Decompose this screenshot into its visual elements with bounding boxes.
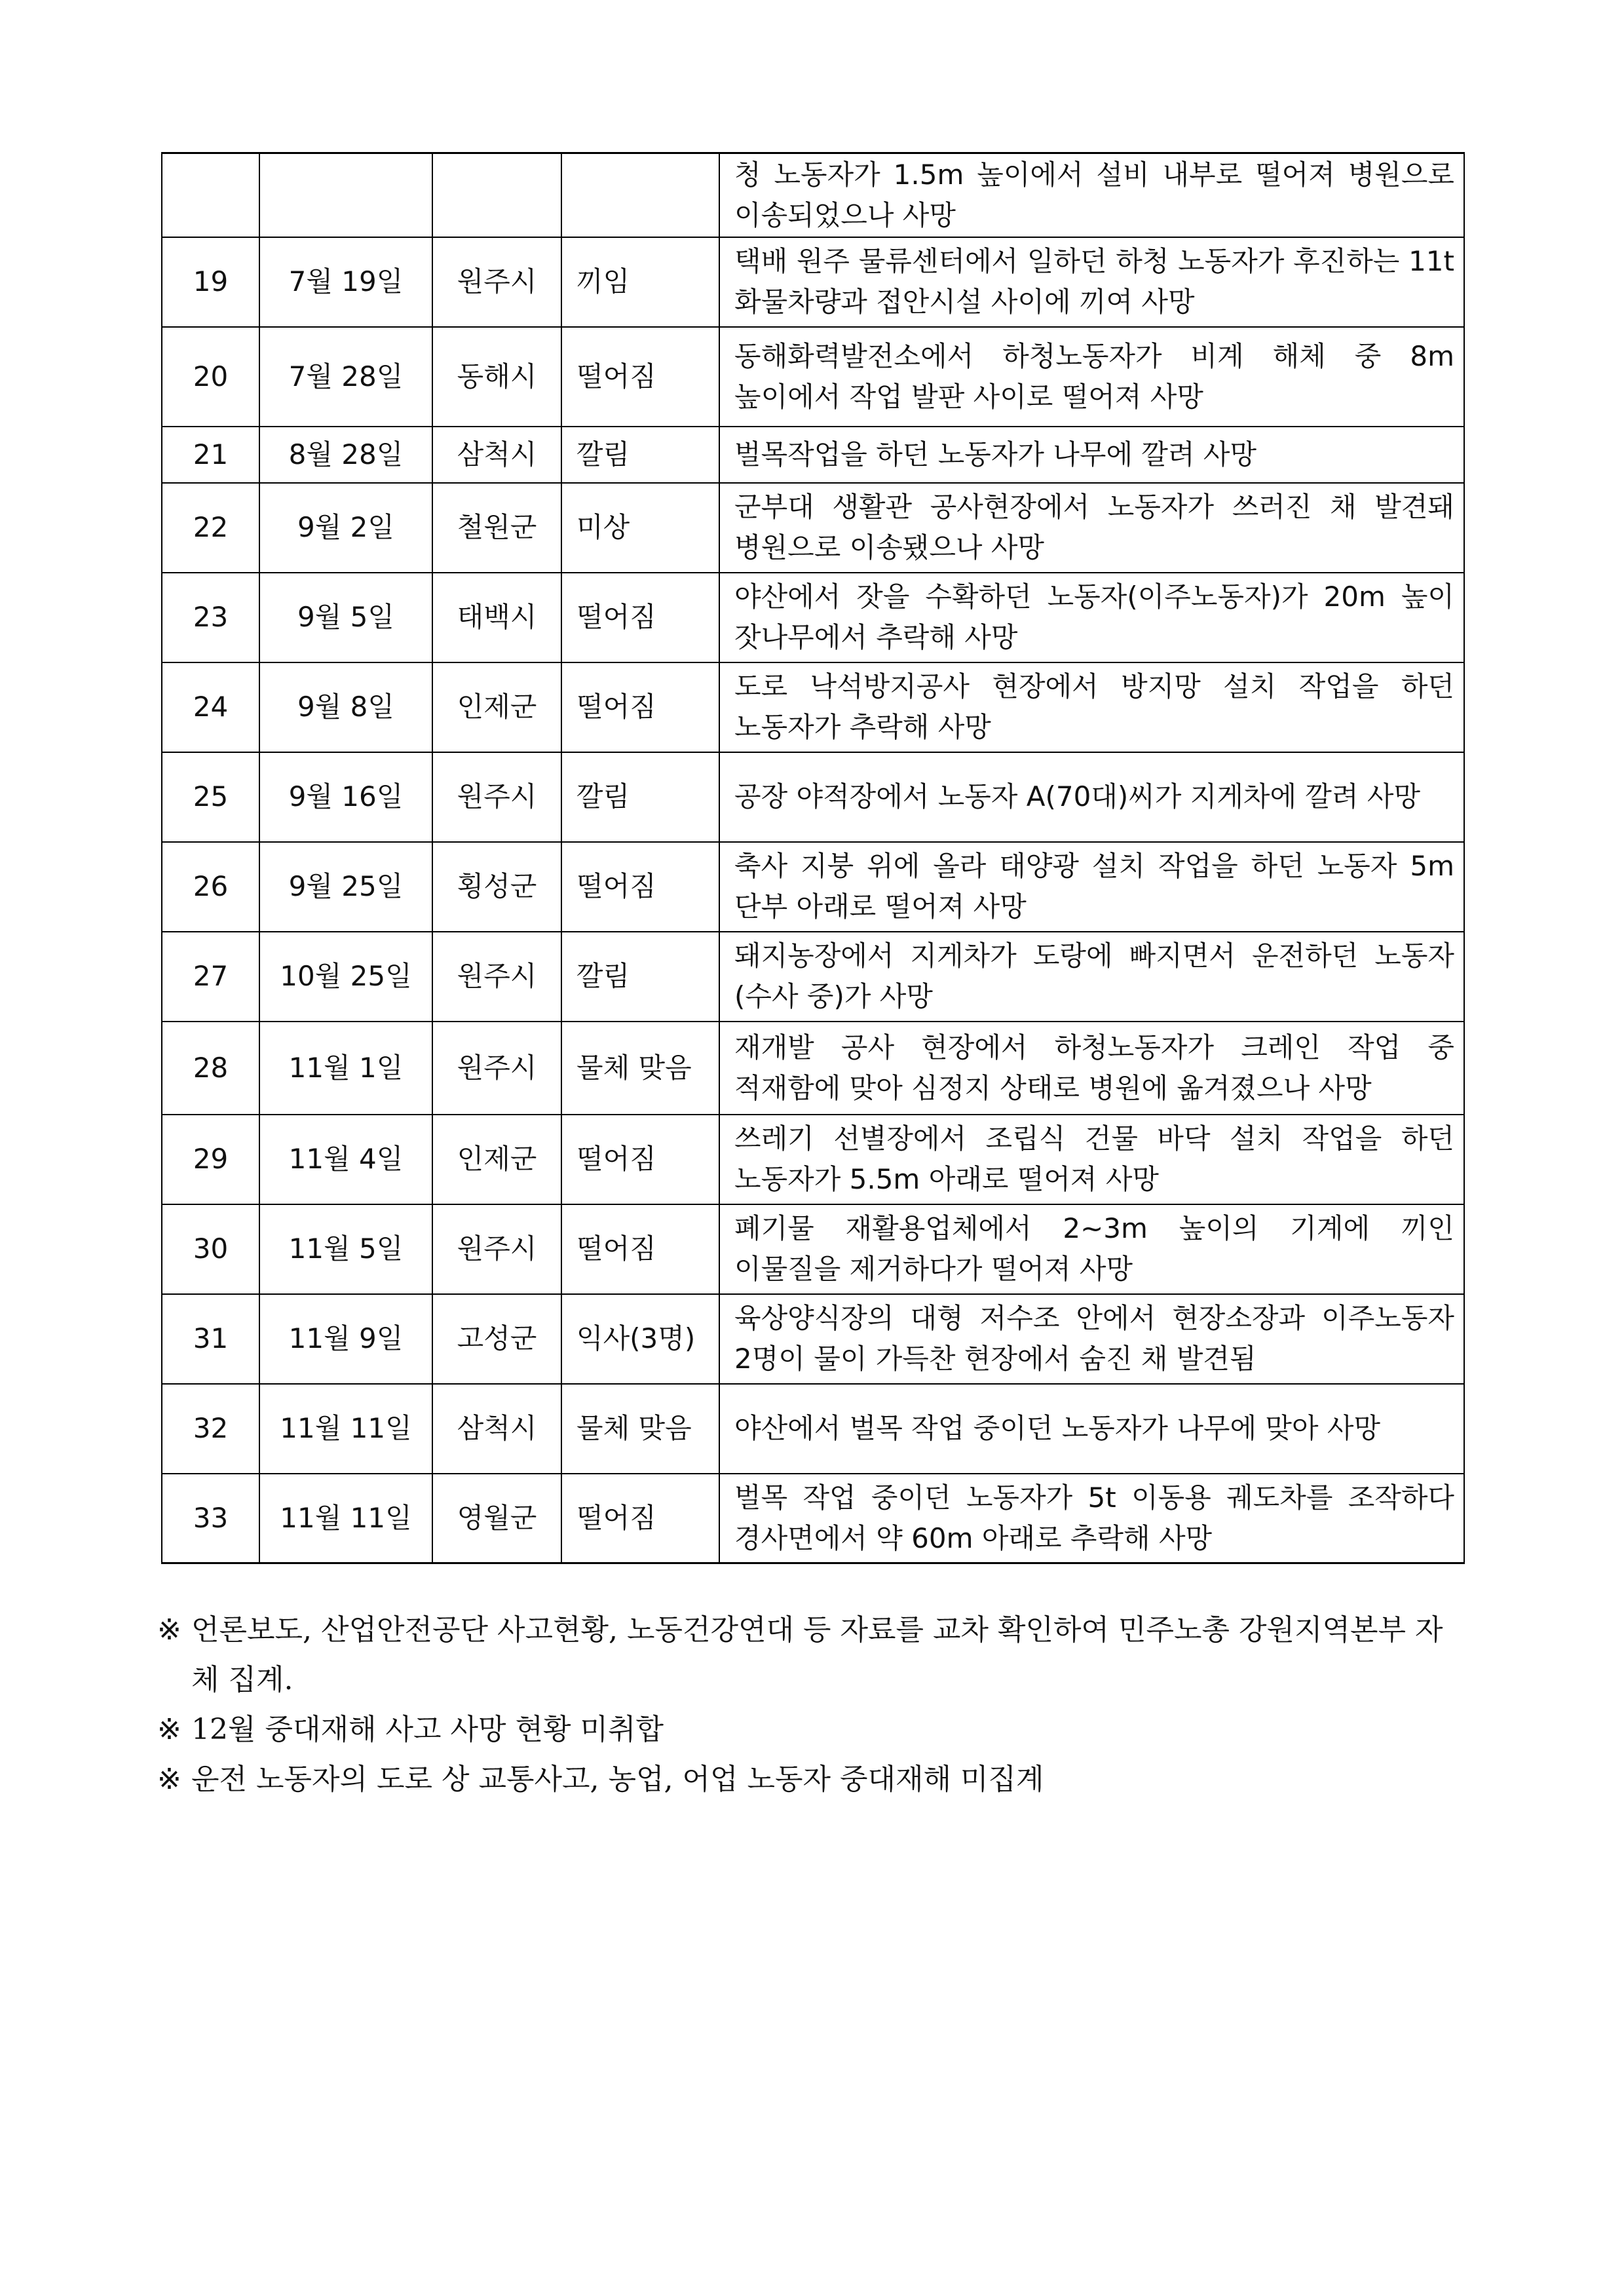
table-row (162, 932, 1464, 1022)
cell-city: 삼척시 (432, 1384, 561, 1474)
cell-date: 9월 16일 (259, 752, 432, 842)
cell-date: 11월 9일 (259, 1294, 432, 1384)
cell-number: 20 (162, 327, 259, 427)
cell-date: 11월 5일 (259, 1204, 432, 1294)
footnote (157, 1755, 1467, 1805)
cell-city: 원주시 (432, 1204, 561, 1294)
cell-description: 쓰레기 선별장에서 조립식 건물 바닥 설치 작업을 하던 노동자가 5.5m 아래로 떨어져 사망 (719, 1115, 1464, 1204)
cell-city: 인제군 (432, 662, 561, 752)
cell-accident-type: 떨어짐 (561, 842, 719, 932)
footnote (157, 1605, 1467, 1705)
cell-description: 재개발 공사 현장에서 하청노동자가 크레인 작업 중 적재함에 맞아 심정지 상태로 병원에 옮겨졌으나 사망 (719, 1022, 1464, 1115)
cell-description: 육상양식장의 대형 저수조 안에서 현장소장과 이주노동자 2명이 물이 가득찬 현장에서 숨진 채 발견됨 (719, 1294, 1464, 1384)
cell-number: 29 (162, 1115, 259, 1204)
cell-accident-type: 떨어짐 (561, 327, 719, 427)
reference-mark: ※ (157, 1763, 181, 1796)
cell-number: 31 (162, 1294, 259, 1384)
table-row (162, 327, 1464, 427)
reference-mark: ※ (157, 1713, 181, 1746)
cell-description: 청 노동자가 1.5m 높이에서 설비 내부로 떨어져 병원으로 이송되었으나 사망 (719, 153, 1464, 237)
table-row (162, 1204, 1464, 1294)
cell-accident-type: 익사(3명) (561, 1294, 719, 1384)
footnote-text: 언론보도, 산업안전공단 사고현황, 노동건강연대 등 자료를 교차 확인하여 민주노총 강원지역본부 자체 집계. (191, 1613, 1443, 1696)
cell-accident-type: 끼임 (561, 237, 719, 327)
cell-city: 원주시 (432, 1022, 561, 1115)
cell-number: 30 (162, 1204, 259, 1294)
cell-city: 영월군 (432, 1474, 561, 1563)
cell-description: 동해화력발전소에서 하청노동자가 비계 해체 중 8m 높이에서 작업 발판 사이로 떨어져 사망 (719, 327, 1464, 427)
cell-accident-type: 떨어짐 (561, 1474, 719, 1563)
cell-accident-type: 깔림 (561, 932, 719, 1022)
cell-accident-type: 떨어짐 (561, 573, 719, 662)
table-row (162, 153, 1464, 237)
cell-city: 삼척시 (432, 427, 561, 483)
cell-description: 벌목 작업 중이던 노동자가 5t 이동용 궤도차를 조작하다 경사면에서 약 60m 아래로 추락해 사망 (719, 1474, 1464, 1563)
footnote (157, 1705, 1467, 1755)
cell-number: 25 (162, 752, 259, 842)
cell-accident-type: 깔림 (561, 427, 719, 483)
table-row (162, 842, 1464, 932)
table-row (162, 1294, 1464, 1384)
cell-city: 원주시 (432, 237, 561, 327)
table-row (162, 752, 1464, 842)
cell-description: 벌목작업을 하던 노동자가 나무에 깔려 사망 (719, 427, 1464, 483)
table-row (162, 483, 1464, 573)
cell-number: 24 (162, 662, 259, 752)
cell-city: 태백시 (432, 573, 561, 662)
table-row (162, 237, 1464, 327)
cell-accident-type: 떨어짐 (561, 662, 719, 752)
cell-accident-type: 물체 맞음 (561, 1384, 719, 1474)
cell-accident-type: 깔림 (561, 752, 719, 842)
table-row (162, 1022, 1464, 1115)
cell-city: 동해시 (432, 327, 561, 427)
cell-date: 8월 28일 (259, 427, 432, 483)
cell-date: 9월 25일 (259, 842, 432, 932)
cell-date: 9월 2일 (259, 483, 432, 573)
cell-number (162, 153, 259, 237)
cell-description: 공장 야적장에서 노동자 A(70대)씨가 지게차에 깔려 사망 (719, 752, 1464, 842)
cell-date: 11월 4일 (259, 1115, 432, 1204)
cell-accident-type (561, 153, 719, 237)
cell-date: 7월 19일 (259, 237, 432, 327)
cell-city: 원주시 (432, 752, 561, 842)
cell-number: 23 (162, 573, 259, 662)
cell-number: 27 (162, 932, 259, 1022)
cell-date: 11월 11일 (259, 1474, 432, 1563)
cell-number: 19 (162, 237, 259, 327)
cell-date: 10월 25일 (259, 932, 432, 1022)
cell-city: 인제군 (432, 1115, 561, 1204)
cell-accident-type: 떨어짐 (561, 1204, 719, 1294)
cell-date (259, 153, 432, 237)
cell-date: 11월 1일 (259, 1022, 432, 1115)
cell-date: 9월 5일 (259, 573, 432, 662)
cell-number: 28 (162, 1022, 259, 1115)
cell-city: 고성군 (432, 1294, 561, 1384)
cell-description: 폐기물 재활용업체에서 2~3m 높이의 기계에 끼인 이물질을 제거하다가 떨어져 사망 (719, 1204, 1464, 1294)
table-row (162, 1384, 1464, 1474)
cell-number: 22 (162, 483, 259, 573)
cell-date: 11월 11일 (259, 1384, 432, 1474)
cell-accident-type: 미상 (561, 483, 719, 573)
cell-description: 택배 원주 물류센터에서 일하던 하청 노동자가 후진하는 11t 화물차량과 접안시설 사이에 끼여 사망 (719, 237, 1464, 327)
reference-mark: ※ (157, 1613, 181, 1647)
cell-description: 축사 지붕 위에 올라 태양광 설치 작업을 하던 노동자 5m 단부 아래로 떨어져 사망 (719, 842, 1464, 932)
cell-city: 철원군 (432, 483, 561, 573)
footnote-text: 운전 노동자의 도로 상 교통사고, 농업, 어업 노동자 중대재해 미집계 (191, 1763, 1044, 1796)
cell-number: 33 (162, 1474, 259, 1563)
table-row (162, 1474, 1464, 1563)
table-row (162, 427, 1464, 483)
cell-description: 야산에서 잣을 수확하던 노동자(이주노동자)가 20m 높이 잣나무에서 추락해 사망 (719, 573, 1464, 662)
cell-number: 32 (162, 1384, 259, 1474)
cell-accident-type: 물체 맞음 (561, 1022, 719, 1115)
cell-date: 7월 28일 (259, 327, 432, 427)
table-row (162, 573, 1464, 662)
cell-description: 군부대 생활관 공사현장에서 노동자가 쓰러진 채 발견돼 병원으로 이송됐으나 사망 (719, 483, 1464, 573)
cell-date: 9월 8일 (259, 662, 432, 752)
cell-description: 돼지농장에서 지게차가 도랑에 빠지면서 운전하던 노동자(수사 중)가 사망 (719, 932, 1464, 1022)
fatal-accident-table (161, 152, 1465, 1564)
cell-description: 야산에서 벌목 작업 중이던 노동자가 나무에 맞아 사망 (719, 1384, 1464, 1474)
table-row (162, 662, 1464, 752)
footnote-text: 12월 중대재해 사고 사망 현황 미취합 (191, 1713, 664, 1746)
cell-description: 도로 낙석방지공사 현장에서 방지망 설치 작업을 하던 노동자가 추락해 사망 (719, 662, 1464, 752)
table-row (162, 1115, 1464, 1204)
cell-accident-type: 떨어짐 (561, 1115, 719, 1204)
footnotes (157, 1605, 1467, 1805)
cell-city: 원주시 (432, 932, 561, 1022)
cell-number: 26 (162, 842, 259, 932)
cell-city: 횡성군 (432, 842, 561, 932)
cell-city (432, 153, 561, 237)
cell-number: 21 (162, 427, 259, 483)
